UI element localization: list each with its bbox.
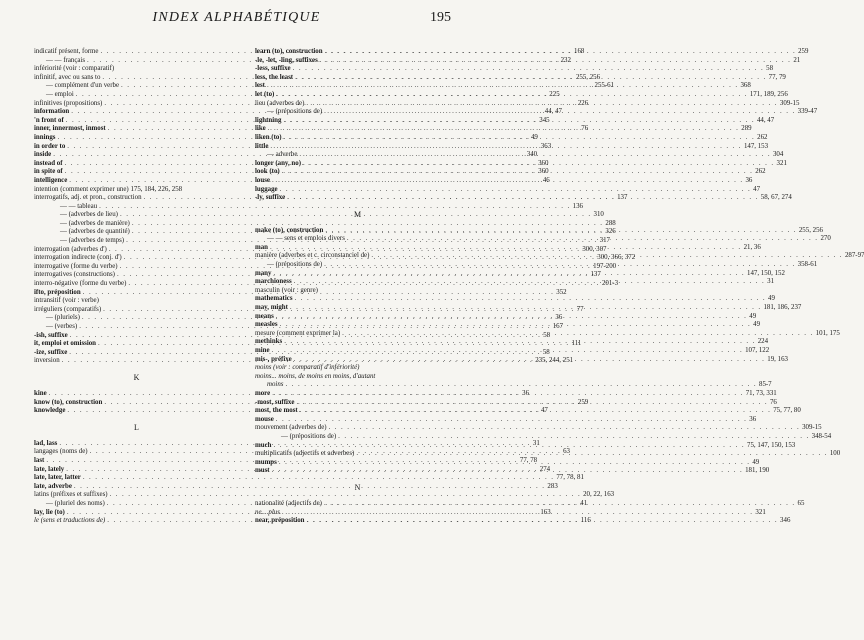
dot-leader xyxy=(288,304,764,313)
index-term: kine xyxy=(34,389,47,397)
page-reference: 283 xyxy=(547,482,558,490)
page-reference: 304 xyxy=(772,151,784,159)
page-reference: 36 xyxy=(555,314,563,322)
page-reference: 75, 147, 150, 153 xyxy=(747,441,796,449)
index-term: last xyxy=(34,456,45,464)
index-entry xyxy=(34,186,239,195)
index-term: longer (any, no) xyxy=(255,159,302,167)
dot-leader xyxy=(292,278,768,287)
dot-leader xyxy=(322,261,798,270)
index-entry xyxy=(255,295,775,304)
dot-leader xyxy=(270,390,746,399)
page-reference: 49 xyxy=(753,321,761,329)
index-term: mesure (comment exprimer la) xyxy=(255,329,341,337)
index-term: mumps xyxy=(255,458,277,466)
page-reference: 358-61 xyxy=(797,261,818,269)
index-term: may, might xyxy=(255,304,288,312)
page-reference: 49 xyxy=(752,458,760,466)
dot-leader xyxy=(270,177,746,186)
dot-leader xyxy=(278,321,754,330)
page-reference: 46 xyxy=(542,176,550,184)
index-term: intention (comment exprimer une) 175, 184, 226, 258 xyxy=(34,185,183,193)
index-term: many xyxy=(255,269,272,277)
page-reference: 224 xyxy=(757,338,769,346)
page-reference: 321 xyxy=(776,159,787,167)
page-reference: 262 xyxy=(755,168,766,176)
index-term: means xyxy=(255,312,274,320)
dot-leader xyxy=(322,500,798,509)
page-reference: 58 xyxy=(766,65,774,73)
index-term: — (adverbes de manière) xyxy=(60,219,130,227)
index-entry xyxy=(255,432,832,442)
index-term: in spite of xyxy=(34,168,63,176)
page-reference: 76 xyxy=(769,398,777,406)
dot-leader xyxy=(297,151,773,160)
page-reference: 300, 307 xyxy=(582,245,607,253)
index-term: infinitives (propositions) xyxy=(34,99,103,107)
dot-leader xyxy=(336,433,812,442)
dot-leader xyxy=(294,399,770,408)
page-reference: 101, 175 xyxy=(815,329,840,337)
index-term: -ly, suffixe xyxy=(255,194,286,202)
dot-leader xyxy=(322,108,798,117)
dot-leader xyxy=(327,424,803,433)
page-reference: 85-7 xyxy=(759,381,772,389)
index-term: let (to) xyxy=(255,90,275,98)
index-entry xyxy=(255,185,761,195)
index-term: irréguliers (comparatifs) xyxy=(34,305,102,313)
index-term: luggage xyxy=(255,185,278,193)
page-reference: 310 xyxy=(593,211,604,219)
dot-leader xyxy=(301,160,777,169)
page-reference: 171, 189, 256 xyxy=(749,90,788,98)
page-reference: 368 xyxy=(740,82,751,90)
index-term: louse xyxy=(255,176,270,184)
index-term: — emploi xyxy=(46,90,74,98)
dot-leader xyxy=(268,244,744,253)
index-term: intransitif (voir : verbe) xyxy=(34,297,99,305)
dot-leader xyxy=(354,450,830,459)
page-reference: 19, 163 xyxy=(767,355,788,363)
index-term: — — tableau xyxy=(60,202,98,210)
page-reference: 137 xyxy=(590,271,601,279)
section-letter: M xyxy=(353,209,362,219)
index-term: infériorité (voir : comparatif) xyxy=(34,65,115,73)
page-reference: 36 xyxy=(745,176,753,184)
index-term: latins (préfixes et suffixes) xyxy=(34,491,108,499)
index-entry xyxy=(34,211,604,220)
dot-leader xyxy=(268,143,744,152)
index-term: -ize, suffixe xyxy=(34,348,68,356)
index-term: lieu (adverbes de) xyxy=(255,99,305,107)
index-term: ifto, préposition xyxy=(34,288,81,296)
index-term: late, lately xyxy=(34,465,65,473)
index-term: — (adverbes de lieu) xyxy=(60,211,118,219)
index-term: ne... plus xyxy=(255,508,280,516)
page-reference: 360 xyxy=(538,168,549,176)
index-term: — — sens et emplois divers xyxy=(267,235,345,243)
page-reference: 111 xyxy=(571,340,582,348)
page-reference: 225 xyxy=(549,90,560,98)
page-reference: 76 xyxy=(581,125,589,133)
index-term: late, later, latter xyxy=(34,474,81,482)
index-term: lest xyxy=(255,82,265,90)
index-term: masculin (voir : genre) xyxy=(255,286,318,294)
index-term: — adverbe xyxy=(267,151,298,159)
index-term: interrogatifs, adj. et pron., construction xyxy=(34,194,142,202)
page-reference: 339-47 xyxy=(797,108,818,116)
index-term: — (verbes) xyxy=(46,323,78,330)
index-entry xyxy=(255,381,772,390)
dot-leader xyxy=(282,134,758,143)
dot-leader xyxy=(274,313,750,322)
dot-leader xyxy=(280,509,756,518)
dot-leader xyxy=(270,467,746,476)
section-letter: N xyxy=(354,482,361,492)
index-term: instead of xyxy=(34,159,63,167)
page-reference: 235, 244, 251 xyxy=(535,357,574,365)
page-reference: 262 xyxy=(757,133,768,141)
page-reference: 326 xyxy=(605,228,616,236)
index-term: lad, lass xyxy=(34,439,58,447)
index-term: — (adverbes de quantité) xyxy=(60,228,130,236)
page-reference: 58, 67, 274 xyxy=(760,194,792,202)
page-reference: 321 xyxy=(755,508,766,516)
page-header xyxy=(0,8,473,32)
dot-leader xyxy=(291,65,767,74)
index-term: moins (voir : comparatif d'infériorité) xyxy=(255,364,360,372)
index-term: — — français xyxy=(46,56,86,64)
index-term: -le, -let, -ling, suffixes xyxy=(255,56,318,64)
index-term: — complément d'un verbe xyxy=(46,82,119,90)
index-term: near, préposition xyxy=(255,517,305,525)
page-title: INDEX ALPHABÉTIQUE xyxy=(152,10,321,25)
index-entry xyxy=(34,202,583,212)
page-reference: 300, 366, 372 xyxy=(597,254,636,262)
index-term: — (pluriels) xyxy=(46,314,80,322)
page-reference: 77 xyxy=(576,305,584,313)
index-term: mis-, préfixe xyxy=(255,355,292,363)
page-reference: 116 xyxy=(580,517,591,525)
page-reference: 31 xyxy=(767,278,775,286)
index-term: methinks xyxy=(255,338,283,346)
index-term: late, adverbe xyxy=(34,482,72,490)
index-term: must xyxy=(255,467,270,475)
dot-leader xyxy=(345,235,821,244)
page-reference: 363 xyxy=(540,142,552,150)
page-reference: 44, 47 xyxy=(756,116,775,124)
page-reference: 259 xyxy=(577,398,589,406)
page-reference: 255-61 xyxy=(594,82,615,90)
index-term: lightning xyxy=(255,116,282,124)
page-reference: 197-200 xyxy=(593,262,617,270)
page-reference: 232 xyxy=(560,56,571,64)
index-term: intelligence xyxy=(34,176,68,184)
index-term: know (to), construction xyxy=(34,398,103,406)
dot-leader xyxy=(270,347,746,356)
dot-leader xyxy=(323,227,799,236)
index-entry xyxy=(255,287,460,296)
dot-leader xyxy=(271,439,747,451)
index-term: interro-négative (forme du verbe) xyxy=(34,280,127,288)
section-letter: K xyxy=(133,372,140,382)
page-reference: 163 xyxy=(540,508,551,516)
index-term: innings xyxy=(34,133,56,141)
page-reference: 259 xyxy=(798,48,809,55)
page-reference: 340 xyxy=(526,151,538,159)
index-term: -ish, suffixe xyxy=(34,331,68,339)
index-term: — (pluriel des noms) xyxy=(46,499,105,507)
page-reference: 201-3 xyxy=(601,280,619,288)
page-reference: 309-15 xyxy=(802,424,822,432)
page-number: 195 xyxy=(430,10,451,25)
page-reference: 71, 73, 331 xyxy=(745,389,777,397)
index-entry xyxy=(34,65,239,74)
page-reference: 20, 22, 163 xyxy=(583,491,615,499)
index-term: — (prépositions de) xyxy=(267,261,323,269)
dot-leader xyxy=(278,186,754,195)
index-term: interrogatives (constructions) xyxy=(34,271,115,279)
page-reference: 287-97 xyxy=(844,252,864,260)
dot-leader xyxy=(274,91,750,100)
index-entry xyxy=(255,424,822,433)
page-reference: 137 xyxy=(617,194,628,202)
index-term: -less, suffixe xyxy=(255,65,291,73)
index-term: most, the most xyxy=(255,407,298,415)
page-reference: 136 xyxy=(572,202,583,210)
dot-leader xyxy=(293,74,769,83)
page-reference: 147, 153 xyxy=(743,142,769,150)
dot-leader xyxy=(305,517,781,526)
index-term: moins... moins, de moins en moins, d'autant xyxy=(255,372,376,380)
index-term: langages (noms de) xyxy=(34,448,88,456)
dot-leader xyxy=(271,270,747,279)
index-term: nationalité (adjectifs de) xyxy=(255,499,322,507)
index-term: moins xyxy=(267,381,284,389)
index-entry xyxy=(255,415,757,425)
dot-leader xyxy=(293,295,769,304)
page-reference: 348-54 xyxy=(811,432,832,440)
index-term: mine xyxy=(255,347,270,354)
page-reference: 274 xyxy=(539,465,551,473)
page-reference: 63 xyxy=(563,448,570,456)
index-term: information xyxy=(34,108,70,116)
page-reference: 49 xyxy=(749,312,757,320)
page-reference: 226 xyxy=(577,99,589,107)
page-reference: 352 xyxy=(556,288,567,296)
page-reference: 49 xyxy=(530,133,538,141)
index-term: little xyxy=(255,142,269,150)
index-term: liken (to) xyxy=(255,133,282,141)
index-term: knowledge xyxy=(34,407,66,415)
dot-leader xyxy=(282,338,758,347)
index-term: man xyxy=(255,243,269,251)
index-term: multiplicatifs (adjectifs et adverbes) xyxy=(255,450,355,458)
dot-leader xyxy=(340,330,816,339)
index-term: mouvement (adverbes de) xyxy=(255,424,327,432)
page-reference: 107, 122 xyxy=(745,347,770,354)
dot-leader xyxy=(266,125,742,134)
index-term: much xyxy=(255,441,272,449)
page-reference: 181, 186, 237 xyxy=(763,304,802,312)
dot-leader xyxy=(323,48,799,57)
page-reference: 58 xyxy=(542,348,550,356)
index-term: less, the least xyxy=(255,73,294,81)
index-term: learn (to), construction xyxy=(255,48,323,55)
index-term: 'n front of xyxy=(34,116,64,124)
dot-leader xyxy=(298,407,774,416)
page-reference: 270 xyxy=(820,235,831,243)
dot-leader xyxy=(283,381,759,390)
page-reference: 255, 256 xyxy=(575,73,601,81)
dot-leader xyxy=(265,82,741,91)
section-letter: L xyxy=(134,422,139,432)
index-term: — (adverbes de temps) xyxy=(60,237,125,245)
index-term: mouse xyxy=(255,415,274,423)
page-reference: 168 xyxy=(574,48,585,55)
index-term: le (sens et traductions de) xyxy=(34,517,106,525)
index-entry xyxy=(255,364,460,373)
index-term: it, emploi et omission xyxy=(34,340,97,348)
index-term: infinitif, avec ou sans to xyxy=(34,73,101,81)
index-term: inner, innermost, inmost xyxy=(34,125,106,133)
index-term: indicatif présent, forme xyxy=(34,48,99,55)
index-term: in order to xyxy=(34,142,66,150)
index-term: inside xyxy=(34,151,52,159)
index-term: interrogation indirecte (conj. d') xyxy=(34,254,122,262)
page-reference: 47 xyxy=(540,407,548,415)
dot-leader xyxy=(277,456,753,468)
index-entry xyxy=(34,219,616,229)
page-reference: 36 xyxy=(749,415,757,423)
index-entry xyxy=(255,65,774,74)
dot-leader xyxy=(369,252,845,261)
page-reference: 49 xyxy=(768,295,775,303)
page-reference: 21 xyxy=(793,56,801,64)
dot-leader xyxy=(304,100,780,109)
page-reference: 345 xyxy=(539,116,550,124)
index-entry xyxy=(34,297,239,306)
dot-leader xyxy=(281,117,757,126)
index-term: interrogation (adverbes d') xyxy=(34,245,107,253)
page-reference: 77, 78 xyxy=(519,456,538,464)
page-reference: 255, 256 xyxy=(798,226,823,234)
page-reference: 288 xyxy=(605,219,616,227)
index-term: manière (adverbes et c. circonstanciel de) xyxy=(255,252,370,260)
index-term: — (prépositions de) xyxy=(267,108,323,116)
index-entry xyxy=(34,482,558,492)
index-term: — (prépositions de) xyxy=(281,432,337,440)
page-reference: 289 xyxy=(741,125,752,133)
page-reference: 309-15 xyxy=(779,99,800,107)
index-term: interrogative (forme du verbe) xyxy=(34,262,118,270)
dot-leader xyxy=(318,57,794,66)
page-reference: 346 xyxy=(780,517,791,525)
page-reference: 47 xyxy=(753,185,761,193)
page-reference: 75, 77, 80 xyxy=(773,407,801,415)
dot-leader xyxy=(274,416,750,425)
index-term: lay, lie (to) xyxy=(34,508,65,516)
page-reference: 360 xyxy=(538,159,549,167)
index-term: make (to), construction xyxy=(255,226,324,234)
page-reference: 36 xyxy=(522,389,530,397)
page-reference: 147, 150, 152 xyxy=(747,269,785,277)
index-entry xyxy=(34,474,584,483)
page-reference: 31 xyxy=(532,439,540,447)
dot-leader xyxy=(292,356,768,365)
index-term: -most, suffixe xyxy=(255,398,295,406)
index-term: mathematics xyxy=(255,295,293,303)
index-term: look (to) xyxy=(255,168,280,176)
page-reference: 44, 47 xyxy=(544,108,562,116)
page-reference: 21, 36 xyxy=(743,243,761,251)
page-reference: 181, 190 xyxy=(745,467,770,475)
page-reference: 317 xyxy=(599,237,610,245)
page-reference: 77, 78, 81 xyxy=(556,474,584,482)
index-term: marchioness xyxy=(255,278,292,286)
page-reference: 77, 79 xyxy=(768,73,786,81)
index-term: like xyxy=(255,125,266,133)
index-term: measles xyxy=(255,321,278,329)
page-reference: 58 xyxy=(543,331,551,339)
index-term: inversion xyxy=(34,357,60,365)
index-term: more xyxy=(255,389,271,397)
page-reference: 100 xyxy=(829,450,841,458)
page-reference: 167 xyxy=(552,323,564,330)
dot-leader xyxy=(285,194,761,203)
dot-leader xyxy=(280,168,756,177)
index-entry xyxy=(255,373,460,382)
index-entry xyxy=(34,491,615,500)
page-reference: 41 xyxy=(580,499,588,507)
page-reference: 65 xyxy=(797,499,805,507)
